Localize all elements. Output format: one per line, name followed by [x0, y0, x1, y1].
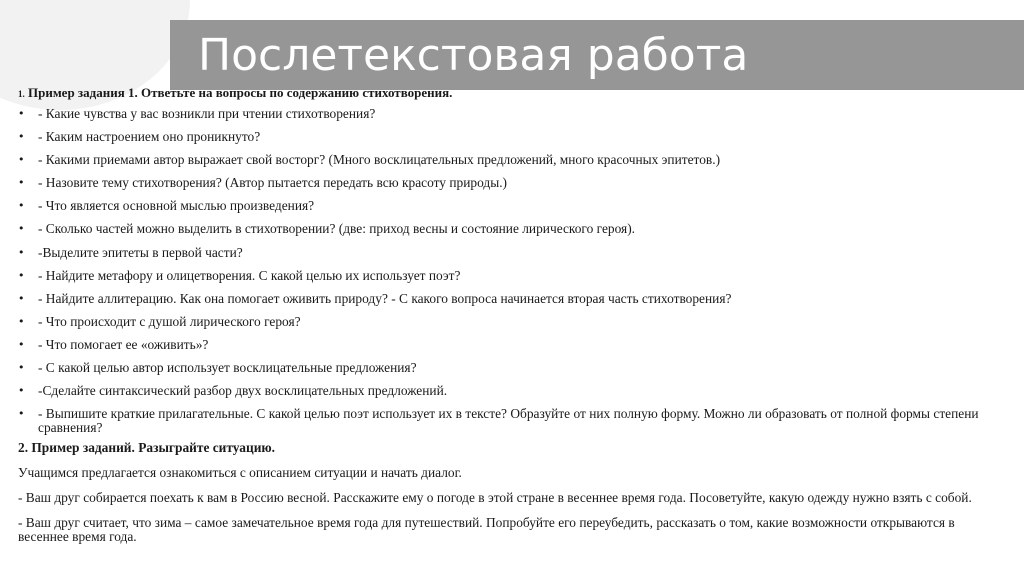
question-text: - Выпишите краткие прилагательные. С какой целью поэт использует их в тексте? Образуйте от них полную форму. Можно ли образовать от полной формы степени сравнения?	[38, 406, 979, 436]
bullet-icon: •	[18, 407, 25, 421]
list-item	[18, 153, 1003, 167]
task1-heading-text: Пример задания 1. Ответьте на вопросы по содержанию стихотворения.	[28, 85, 453, 100]
question-text: - Что происходит с душой лирического героя?	[38, 313, 301, 329]
task1-heading	[18, 86, 1003, 101]
list-item	[18, 176, 1003, 190]
bullet-icon: •	[18, 268, 25, 282]
list-item	[18, 222, 1003, 236]
task1-number: 1.	[18, 89, 25, 99]
question-text: - Какие чувства у вас возникли при чтении стихотворения?	[38, 106, 376, 121]
bullet-icon: •	[18, 314, 25, 328]
question-text: - Какими приемами автор выражает свой восторг? (Много восклицательных предложений, много красочных эпитетов.)	[38, 152, 721, 168]
bullet-icon: •	[18, 199, 25, 213]
question-text: - С какой целью автор использует восклицательные предложения?	[38, 360, 417, 376]
bullet-icon: •	[18, 107, 25, 120]
question-list	[18, 107, 1003, 435]
slide-content	[18, 86, 1003, 555]
list-item	[18, 384, 1003, 398]
task2-heading: 2. Пример заданий. Разыграйте ситуацию.	[18, 440, 276, 456]
list-item	[18, 315, 1003, 329]
list-item	[18, 269, 1003, 283]
list-item	[18, 246, 1003, 260]
question-text: -Выделите эпитеты в первой части?	[38, 244, 243, 260]
bullet-icon: •	[18, 153, 25, 167]
bullet-icon: •	[18, 130, 25, 144]
question-text: - Сколько частей можно выделить в стихотворении? (две: приход весны и состояние лирического героя).	[38, 221, 635, 237]
question-text: -Сделайте синтаксический разбор двух восклицательных предложений.	[38, 383, 448, 399]
list-item	[18, 338, 1003, 352]
bullet-icon: •	[18, 245, 25, 259]
bullet-icon: •	[18, 384, 25, 398]
list-item	[18, 199, 1003, 213]
list-item	[18, 292, 1003, 306]
bullet-icon: •	[18, 222, 25, 236]
question-text: - Найдите метафору и олицетворения. С какой целью их использует поэт?	[38, 267, 461, 283]
list-item	[18, 107, 1003, 121]
question-text: - Назовите тему стихотворения? (Автор пытается передать всю красоту природы.)	[38, 175, 507, 191]
situation-paragraph: - Ваш друг считает, что зима – самое замечательное время года для путешествий. Попробуйте его переубедить, рассказать о том, какие возможности открываются в весеннее время года.	[18, 515, 955, 545]
situation-paragraph: - Ваш друг собирается поехать к вам в Россию весной. Расскажите ему о погоде в этой стране в весеннее время года. Посоветуйте, какую одежду нужно взять с собой.	[18, 490, 972, 506]
bullet-icon: •	[18, 176, 25, 190]
bullet-icon: •	[18, 361, 25, 375]
question-text: - Найдите аллитерацию. Как она помогает оживить природу? - С какого вопроса начинается вторая часть стихотворения?	[38, 290, 732, 306]
list-item	[18, 361, 1003, 375]
question-text: - Что помогает ее «оживить»?	[38, 336, 209, 352]
slide-title: Послетекстовая работа	[198, 30, 749, 81]
bullet-icon: •	[18, 291, 25, 305]
question-text: - Каким настроением оно проникнуто?	[38, 129, 261, 145]
question-text: - Что является основной мыслью произведения?	[38, 198, 315, 214]
list-item	[18, 407, 1003, 435]
task2-intro: Учащимся предлагается ознакомиться с описанием ситуации и начать диалог.	[18, 465, 462, 481]
bullet-icon: •	[18, 337, 25, 351]
list-item	[18, 130, 1003, 144]
